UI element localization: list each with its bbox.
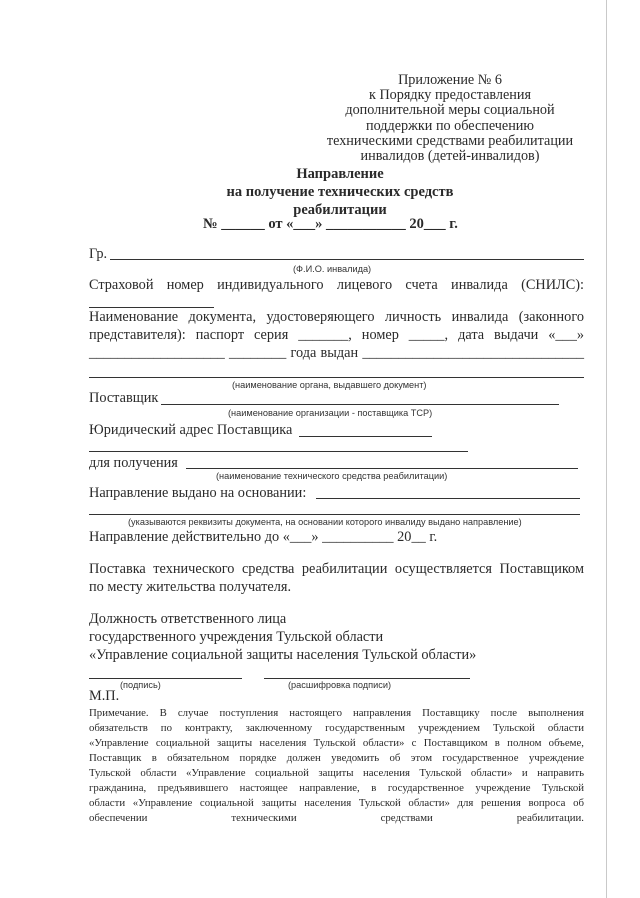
fio-label: Гр.: [89, 246, 108, 262]
position-line: государственного учреждения Тульской области: [89, 629, 384, 645]
tsr-field[interactable]: [186, 468, 578, 469]
appendix-line: поддержки по обеспечению: [366, 117, 534, 134]
legal-address-label: Юридический адрес Поставщика: [89, 422, 293, 438]
document-title-line: на получение технических средств: [226, 184, 454, 200]
note-line: «Управление социальной защиты населения Тульской области» с Поставщиком в полном объеме,: [89, 737, 584, 749]
identity-doc-line: Наименование документа, удостоверяющего личность инвалида (законного: [89, 309, 584, 325]
supplier-caption: (наименование организации - поставщика ТСР): [228, 408, 433, 418]
basis-caption: (указываются реквизиты документа, на основании которого инвалиду выдано направление): [128, 517, 522, 527]
delivery-line: Поставка технического средства реабилитации осуществляется Поставщиком: [89, 561, 584, 577]
note-line: Поставщик в обязательном порядке должен уведомить об этом государственное учреждение: [89, 752, 584, 764]
signature-field[interactable]: [89, 678, 242, 679]
appendix-line: техническими средствами реабилитации: [326, 132, 574, 149]
appendix-line: инвалидов (детей-инвалидов): [360, 148, 540, 165]
note-line: обеспечении техническими средствами реабилитации.: [89, 812, 584, 824]
stamp-label: М.П.: [89, 688, 120, 704]
signature-decoding-field[interactable]: [264, 678, 470, 679]
for-receiving-label: для получения: [89, 455, 178, 471]
appendix-line: дополнительной меры социальной: [345, 102, 555, 119]
supplier-field[interactable]: [161, 404, 559, 405]
snils-label: Страховой номер индивидуального лицевого счета инвалида (СНИЛС):: [89, 277, 584, 293]
fio-caption: (Ф.И.О. инвалида): [293, 264, 372, 274]
document-title-line: реабилитации: [293, 202, 387, 218]
position-line: «Управление социальной защиты населения Тульской области»: [89, 647, 477, 663]
supplier-label: Поставщик: [89, 390, 159, 406]
identity-doc-line: ___________________ ________ года выдан _______________________________: [89, 345, 584, 361]
fio-field[interactable]: [110, 259, 584, 260]
issuer-field[interactable]: [89, 377, 584, 378]
document-title-line: Направление: [296, 166, 384, 182]
scan-edge-line: [606, 0, 607, 898]
basis-field-2[interactable]: [89, 514, 580, 515]
issuer-caption: (наименование органа, выдавшего документ): [232, 380, 427, 390]
appendix-header: [300, 73, 600, 164]
legal-address-field-2[interactable]: [89, 451, 468, 452]
snils-field[interactable]: [89, 307, 214, 308]
note-line: Тульской области «Управление социальной защиты населения Тульской области» и направить: [89, 767, 584, 779]
position-line: Должность ответственного лица: [89, 611, 287, 627]
note-line: области «Управление социальной защиты населения Тульской области» для решения вопроса об: [89, 797, 584, 809]
note-line: обязательств по контракту, заключенному государственным учреждением Тульской области: [89, 722, 584, 734]
basis-label: Направление выдано на основании:: [89, 485, 307, 501]
identity-doc-line: представителя): паспорт серия _______, номер _____, дата выдачи «___»: [89, 327, 584, 343]
signature-caption: (подпись): [120, 680, 161, 690]
legal-address-field[interactable]: [299, 436, 432, 437]
basis-field[interactable]: [316, 498, 580, 499]
number-date-line: № ______ от «___» ___________ 20___ г.: [203, 216, 458, 232]
validity-line: Направление действительно до «___» __________ 20__ г.: [89, 529, 438, 545]
appendix-line: к Порядку предоставления: [369, 87, 531, 104]
appendix-line: Приложение № 6: [398, 72, 502, 88]
decoding-caption: (расшифровка подписи): [288, 680, 392, 690]
note-line: гражданина, предъявившего настоящее направление, в государственное учреждение Тульской: [89, 782, 584, 794]
delivery-line: по месту жительства получателя.: [89, 579, 292, 595]
note-line: Примечание. В случае поступления настоящего направления Поставщику после выполнения: [89, 707, 584, 719]
tsr-caption: (наименование технического средства реабилитации): [216, 471, 448, 481]
